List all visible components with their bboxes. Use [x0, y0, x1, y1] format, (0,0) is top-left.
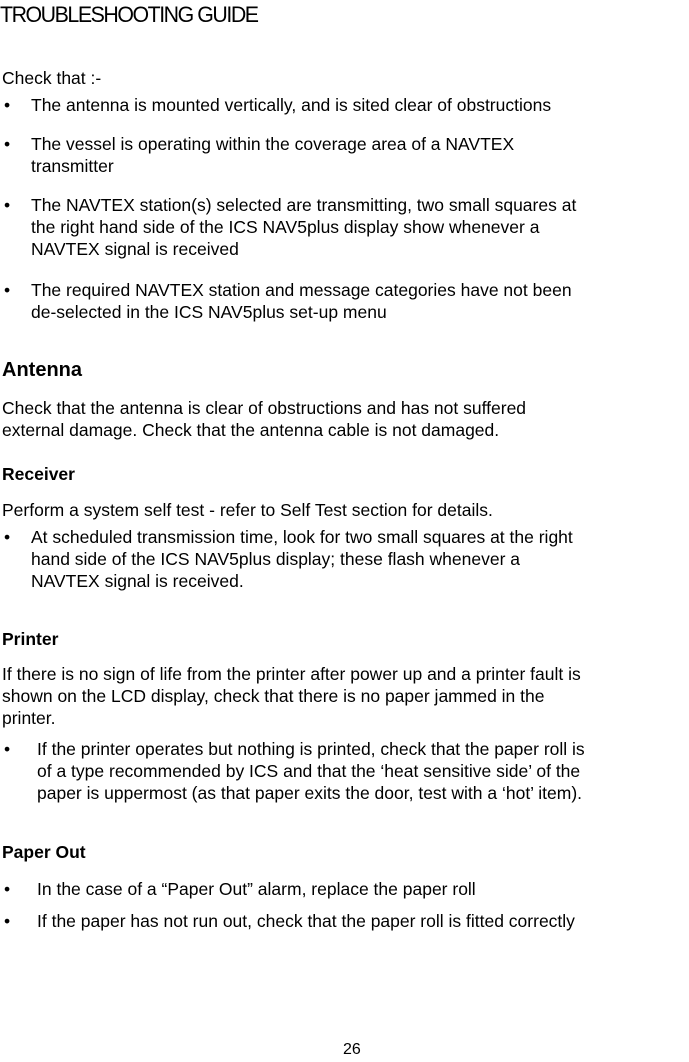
- text-line: NAVTEX signal is received.: [31, 571, 244, 591]
- receiver-bullet: [31, 526, 573, 592]
- intro-lead: Check that :-: [2, 68, 102, 88]
- paper-out-heading: Paper Out: [2, 842, 86, 862]
- bullet-symbol: •: [4, 527, 11, 547]
- printer-bullet: [37, 738, 585, 804]
- bullet-symbol: •: [4, 280, 11, 300]
- text-line: Check that the antenna is clear of obstructions and has not suffered: [2, 398, 527, 418]
- text-line: printer.: [2, 708, 56, 728]
- text-line: of a type recommended by ICS and that the ‘heat sensitive side’ of the: [37, 761, 581, 781]
- antenna-text: [2, 397, 526, 441]
- page-title: TROUBLESHOOTING GUIDE: [0, 2, 258, 27]
- text-line: external damage. Check that the antenna cable is not damaged.: [2, 420, 500, 440]
- bullet-symbol: •: [4, 879, 11, 899]
- text-line: NAVTEX signal is received: [31, 239, 239, 259]
- intro-bullet-4: [31, 279, 572, 323]
- text-line: The NAVTEX station(s) selected are transmitting, two small squares at: [31, 195, 577, 215]
- printer-heading: Printer: [2, 629, 59, 649]
- receiver-text: Perform a system self test - refer to Self Test section for details.: [2, 500, 493, 520]
- paper-out-bullet-2: If the paper has not run out, check that the paper roll is fitted correctly: [37, 911, 575, 931]
- page-number: 26: [343, 1041, 361, 1058]
- intro-bullet-2: [31, 133, 514, 177]
- bullet-symbol: •: [4, 195, 11, 215]
- intro-bullet-3: [31, 194, 576, 260]
- text-line: If there is no sign of life from the printer after power up and a printer fault is: [2, 664, 581, 684]
- text-line: hand side of the ICS NAV5plus display; these flash whenever a: [31, 549, 520, 569]
- text-line: The required NAVTEX station and message categories have not been: [31, 280, 572, 300]
- receiver-heading: Receiver: [2, 464, 75, 484]
- bullet-symbol: •: [4, 911, 11, 931]
- antenna-heading: Antenna: [2, 359, 82, 381]
- paper-out-bullet-1: In the case of a “Paper Out” alarm, replace the paper roll: [37, 879, 476, 899]
- text-line: paper is uppermost (as that paper exits the door, test with a ‘hot’ item).: [37, 783, 583, 803]
- text-line: the right hand side of the ICS NAV5plus display show whenever a: [31, 217, 540, 237]
- text-line: transmitter: [31, 156, 114, 176]
- text-line: The antenna is mounted vertically, and is sited clear of obstructions: [31, 95, 552, 115]
- text-line: de-selected in the ICS NAV5plus set-up menu: [31, 302, 387, 322]
- bullet-symbol: •: [4, 739, 11, 759]
- text-line: At scheduled transmission time, look for two small squares at the right: [31, 527, 573, 547]
- bullet-symbol: •: [4, 95, 11, 115]
- bullet-symbol: •: [4, 134, 11, 154]
- text-line: If the printer operates but nothing is printed, check that the paper roll is: [37, 739, 585, 759]
- text-line: shown on the LCD display, check that there is no paper jammed in the: [2, 686, 545, 706]
- text-line: The vessel is operating within the coverage area of a NAVTEX: [31, 134, 515, 154]
- intro-bullet-1: [31, 94, 551, 116]
- printer-text: [2, 663, 581, 729]
